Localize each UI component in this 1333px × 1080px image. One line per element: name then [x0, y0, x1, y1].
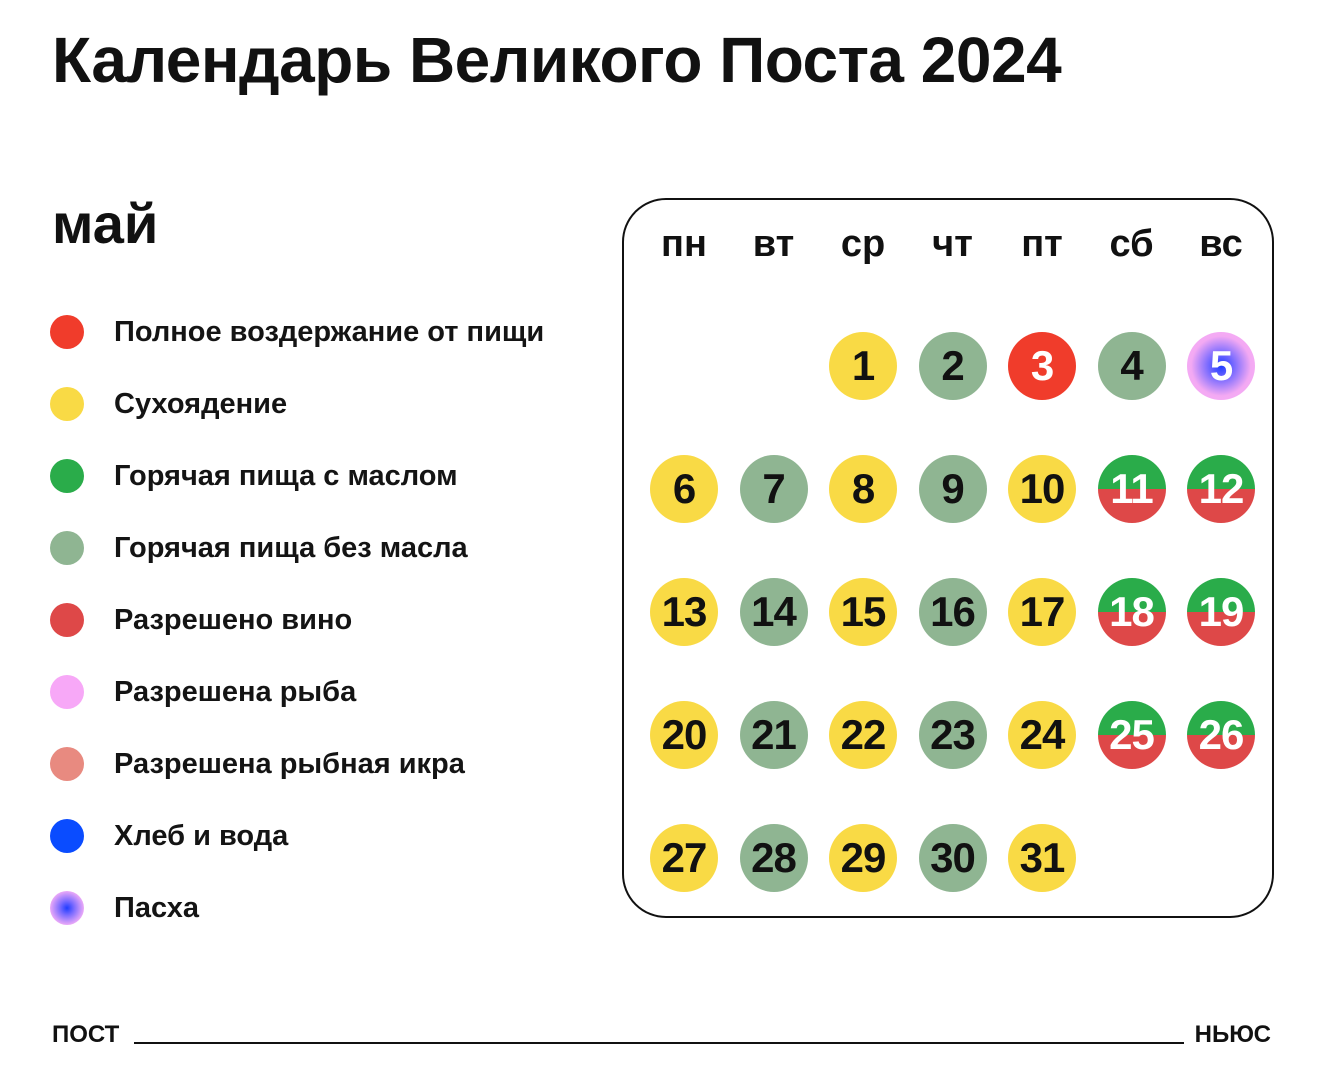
- legend-dot-icon: [50, 747, 84, 781]
- footer-brand-left: ПОСТ: [52, 1021, 120, 1048]
- day-11: 11: [1098, 455, 1166, 523]
- day-3: 3: [1008, 332, 1076, 400]
- weekday-пт: пт: [1021, 223, 1063, 265]
- day-24: 24: [1008, 701, 1076, 769]
- legend-label: Хлеб и вода: [114, 819, 289, 852]
- legend-item: [50, 584, 544, 656]
- legend-dot-icon: [50, 531, 84, 565]
- legend-label: Разрешена рыбная икра: [114, 747, 465, 780]
- legend-dot-icon: [50, 891, 84, 925]
- day-25: 25: [1098, 701, 1166, 769]
- day-23: 23: [919, 701, 987, 769]
- weekday-вт: вт: [752, 223, 795, 265]
- legend-item: [50, 512, 544, 584]
- day-17: 17: [1008, 578, 1076, 646]
- legend: [50, 296, 544, 944]
- legend-label: Разрешена рыба: [114, 675, 357, 708]
- legend-dot-icon: [50, 675, 84, 709]
- day-7: 7: [740, 455, 808, 523]
- day-21: 21: [740, 701, 808, 769]
- weekday-пн: пн: [661, 223, 707, 265]
- day-31: 31: [1008, 824, 1076, 892]
- weekday-ср: ср: [840, 223, 886, 265]
- day-30: 30: [919, 824, 987, 892]
- day-1: 1: [829, 332, 897, 400]
- day-16: 16: [919, 578, 987, 646]
- legend-label: Горячая пища без масла: [114, 531, 468, 564]
- day-29: 29: [829, 824, 897, 892]
- legend-item: [50, 800, 544, 872]
- legend-item: [50, 368, 544, 440]
- legend-item: [50, 872, 544, 944]
- weekday-чт: чт: [932, 223, 973, 265]
- day-26: 26: [1187, 701, 1255, 769]
- day-14: 14: [740, 578, 808, 646]
- legend-item: [50, 656, 544, 728]
- day-9: 9: [919, 455, 987, 523]
- day-20: 20: [650, 701, 718, 769]
- weekday-вс: вс: [1199, 223, 1243, 265]
- legend-label: Пасха: [114, 891, 199, 924]
- legend-item: [50, 296, 544, 368]
- day-28: 28: [740, 824, 808, 892]
- legend-dot-icon: [50, 387, 84, 421]
- legend-label: Сухоядение: [114, 387, 288, 420]
- day-4: 4: [1098, 332, 1166, 400]
- page-title: Календарь Великого Поста 2024: [52, 24, 1062, 96]
- day-19: 19: [1187, 578, 1255, 646]
- day-2: 2: [919, 332, 987, 400]
- legend-label: Горячая пища с маслом: [114, 459, 458, 492]
- month-title: май: [52, 192, 159, 255]
- day-27: 27: [650, 824, 718, 892]
- weekday-сб: сб: [1109, 223, 1154, 265]
- day-15: 15: [829, 578, 897, 646]
- day-12: 12: [1187, 455, 1255, 523]
- calendar-grid: [622, 198, 1274, 918]
- footer-divider: [134, 1042, 1184, 1044]
- day-13: 13: [650, 578, 718, 646]
- legend-label: Разрешено вино: [114, 603, 353, 636]
- legend-dot-icon: [50, 459, 84, 493]
- legend-dot-icon: [50, 819, 84, 853]
- legend-dot-icon: [50, 315, 84, 349]
- day-5: 5: [1187, 332, 1255, 400]
- legend-dot-icon: [50, 603, 84, 637]
- day-18: 18: [1098, 578, 1166, 646]
- legend-item: [50, 440, 544, 512]
- footer-brand-right: НЬЮС: [1194, 1021, 1271, 1048]
- legend-item: [50, 728, 544, 800]
- legend-label: Полное воздержание от пищи: [114, 315, 545, 348]
- day-8: 8: [829, 455, 897, 523]
- day-10: 10: [1008, 455, 1076, 523]
- day-6: 6: [650, 455, 718, 523]
- day-22: 22: [829, 701, 897, 769]
